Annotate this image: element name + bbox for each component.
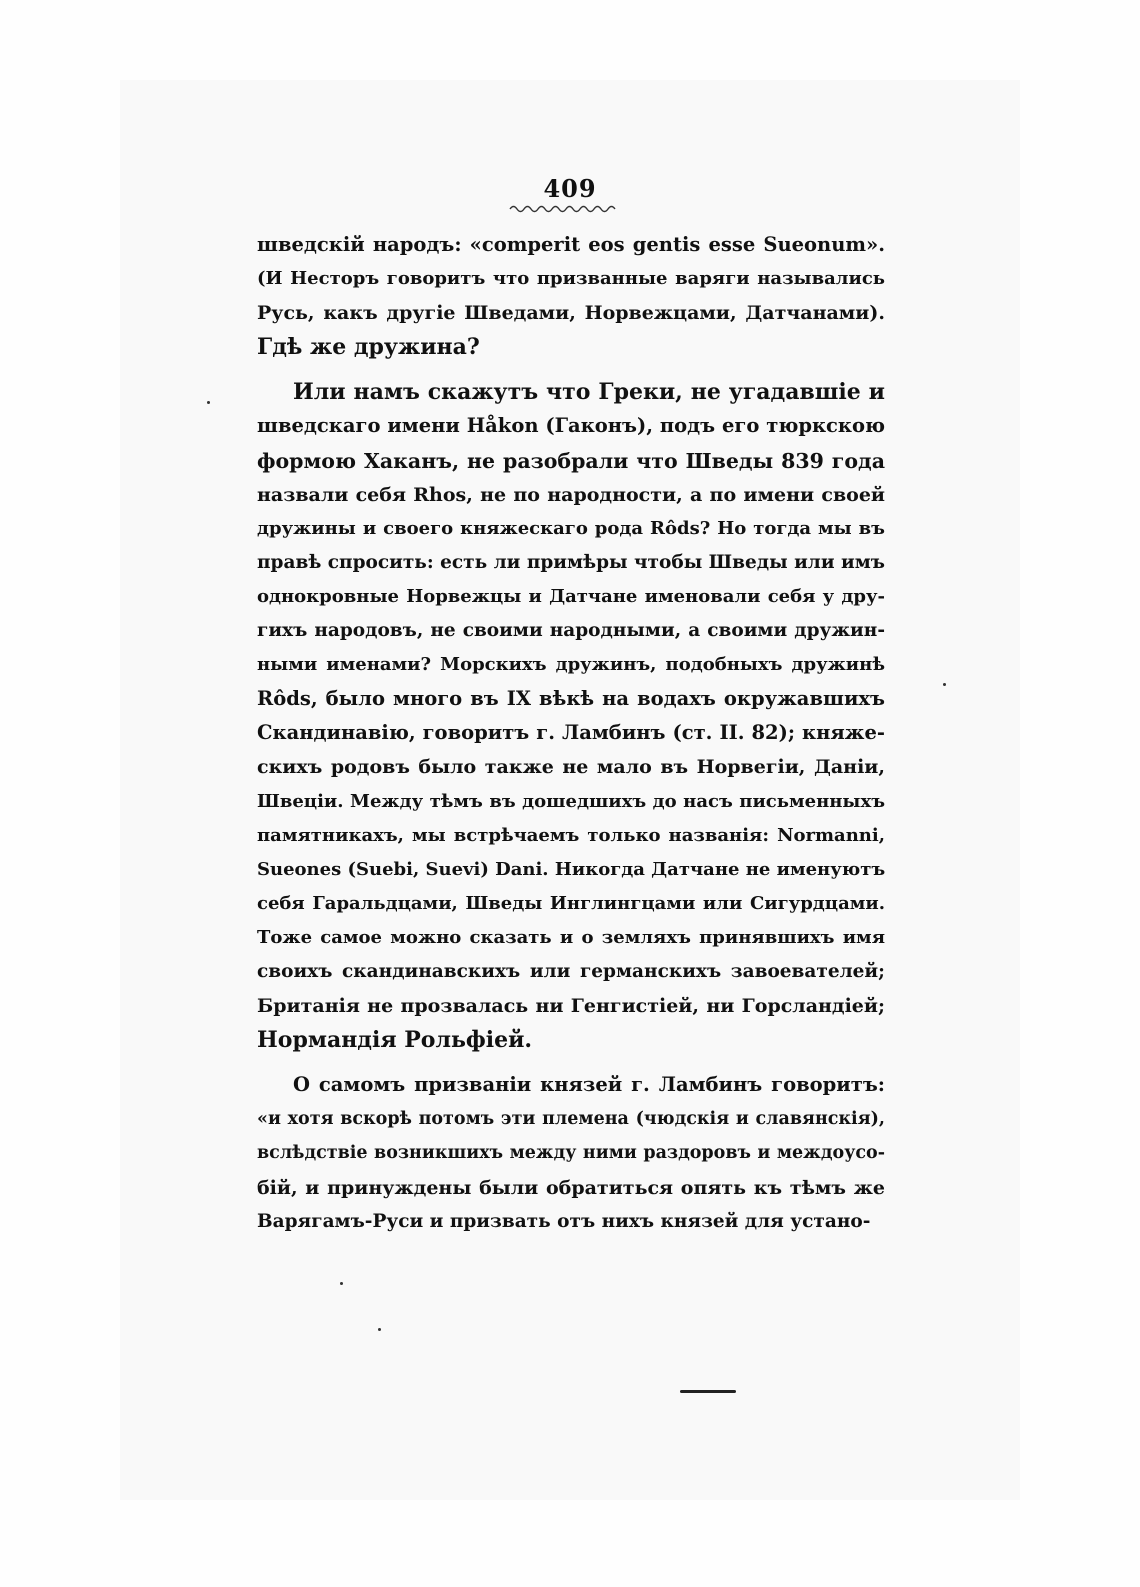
text-line: Rôds, было много въ IX вѣкѣ на водахъ окружавшихъ: [257, 687, 885, 711]
text-line: вслѣдствіе возникшихъ между ними раздоровъ и междоусо-: [257, 1143, 885, 1164]
text-line: своихъ скандинавскихъ или германскихъ завоевателей;: [257, 960, 885, 982]
text-line: бій, и принуждены были обратиться опять къ тѣмъ же: [257, 1176, 885, 1199]
text-line: (И Несторъ говоритъ что призванные варяги назывались: [257, 268, 885, 290]
text-line: Гдѣ же дружина?: [257, 334, 480, 361]
page-number: 409: [543, 174, 597, 203]
text-line: Британія не прозвалась ни Генгистіей, ни Горсландіей;: [257, 995, 885, 1018]
text-line: Варягамъ-Руси и призвать отъ нихъ князей для устано-: [257, 1210, 871, 1232]
text-line: формою Хаканъ, не разобрали что Шведы 839 года: [257, 448, 885, 473]
bottom-rule: [680, 1390, 736, 1393]
text-line: гихъ народовъ, не своими народными, а своими дружин-: [257, 620, 885, 642]
scan-speck: [943, 683, 946, 686]
text-line: назвали себя Rhos, не по народности, а по имени своей: [257, 483, 885, 506]
text-line: шведскаго имени Håkon (Гаконъ), подъ его тюркскою: [257, 414, 885, 438]
paragraph: [257, 1068, 885, 1238]
text-line: Скандинавію, говоритъ г. Ламбинъ (ст. II. 82); княже-: [257, 721, 885, 745]
text-line: Нормандія Рольфіей.: [257, 1027, 533, 1054]
text-line: скихъ родовъ было также не мало въ Норвегіи, Даніи,: [257, 756, 885, 779]
paragraph: [257, 228, 885, 364]
text-line: Швеціи. Между тѣмъ въ дошедшихъ до насъ письменныхъ: [257, 790, 885, 812]
scan-speck: [207, 401, 210, 404]
paragraph: [257, 375, 885, 1057]
text-line: Или намъ скажутъ что Греки, не угадавшіе и: [293, 379, 885, 406]
text-line: себя Гаральдцами, Шведы Инглингцами или Сигурдцами.: [257, 892, 885, 914]
text-line: «и хотя вскорѣ потомъ эти племена (чюдскія и славянскія),: [257, 1109, 885, 1130]
scan-speck: [378, 1328, 381, 1331]
text-line: О самомъ призваніи князей г. Ламбинъ говоритъ:: [293, 1073, 885, 1097]
text-line: однокровные Норвежцы и Датчане именовали себя у дру-: [257, 585, 885, 607]
body-text: [257, 228, 885, 1250]
text-line: дружины и своего княжескаго рода Rôds? Но тогда мы въ: [257, 517, 885, 539]
scan-speck: [340, 1282, 343, 1285]
text-line: Тоже самое можно сказать и о земляхъ принявшихъ имя: [257, 926, 885, 948]
text-line: памятникахъ, мы встрѣчаемъ только названія: Normanni,: [257, 824, 885, 846]
text-line: Русь, какъ другіе Шведами, Норвежцами, Датчанами).: [257, 302, 885, 325]
text-line: правѣ спросить: есть ли примѣры чтобы Шведы или имъ: [257, 551, 885, 573]
text-line: ными именами? Морскихъ дружинъ, подобныхъ дружинѣ: [257, 654, 885, 676]
wavy-ornament-icon: [508, 203, 618, 215]
text-line: Sueones (Suebi, Suevi) Dani. Никогда Датчане не именуютъ: [257, 858, 886, 880]
text-line: шведскій народъ: «comperit eos gentis esse Sueonum».: [257, 233, 885, 256]
